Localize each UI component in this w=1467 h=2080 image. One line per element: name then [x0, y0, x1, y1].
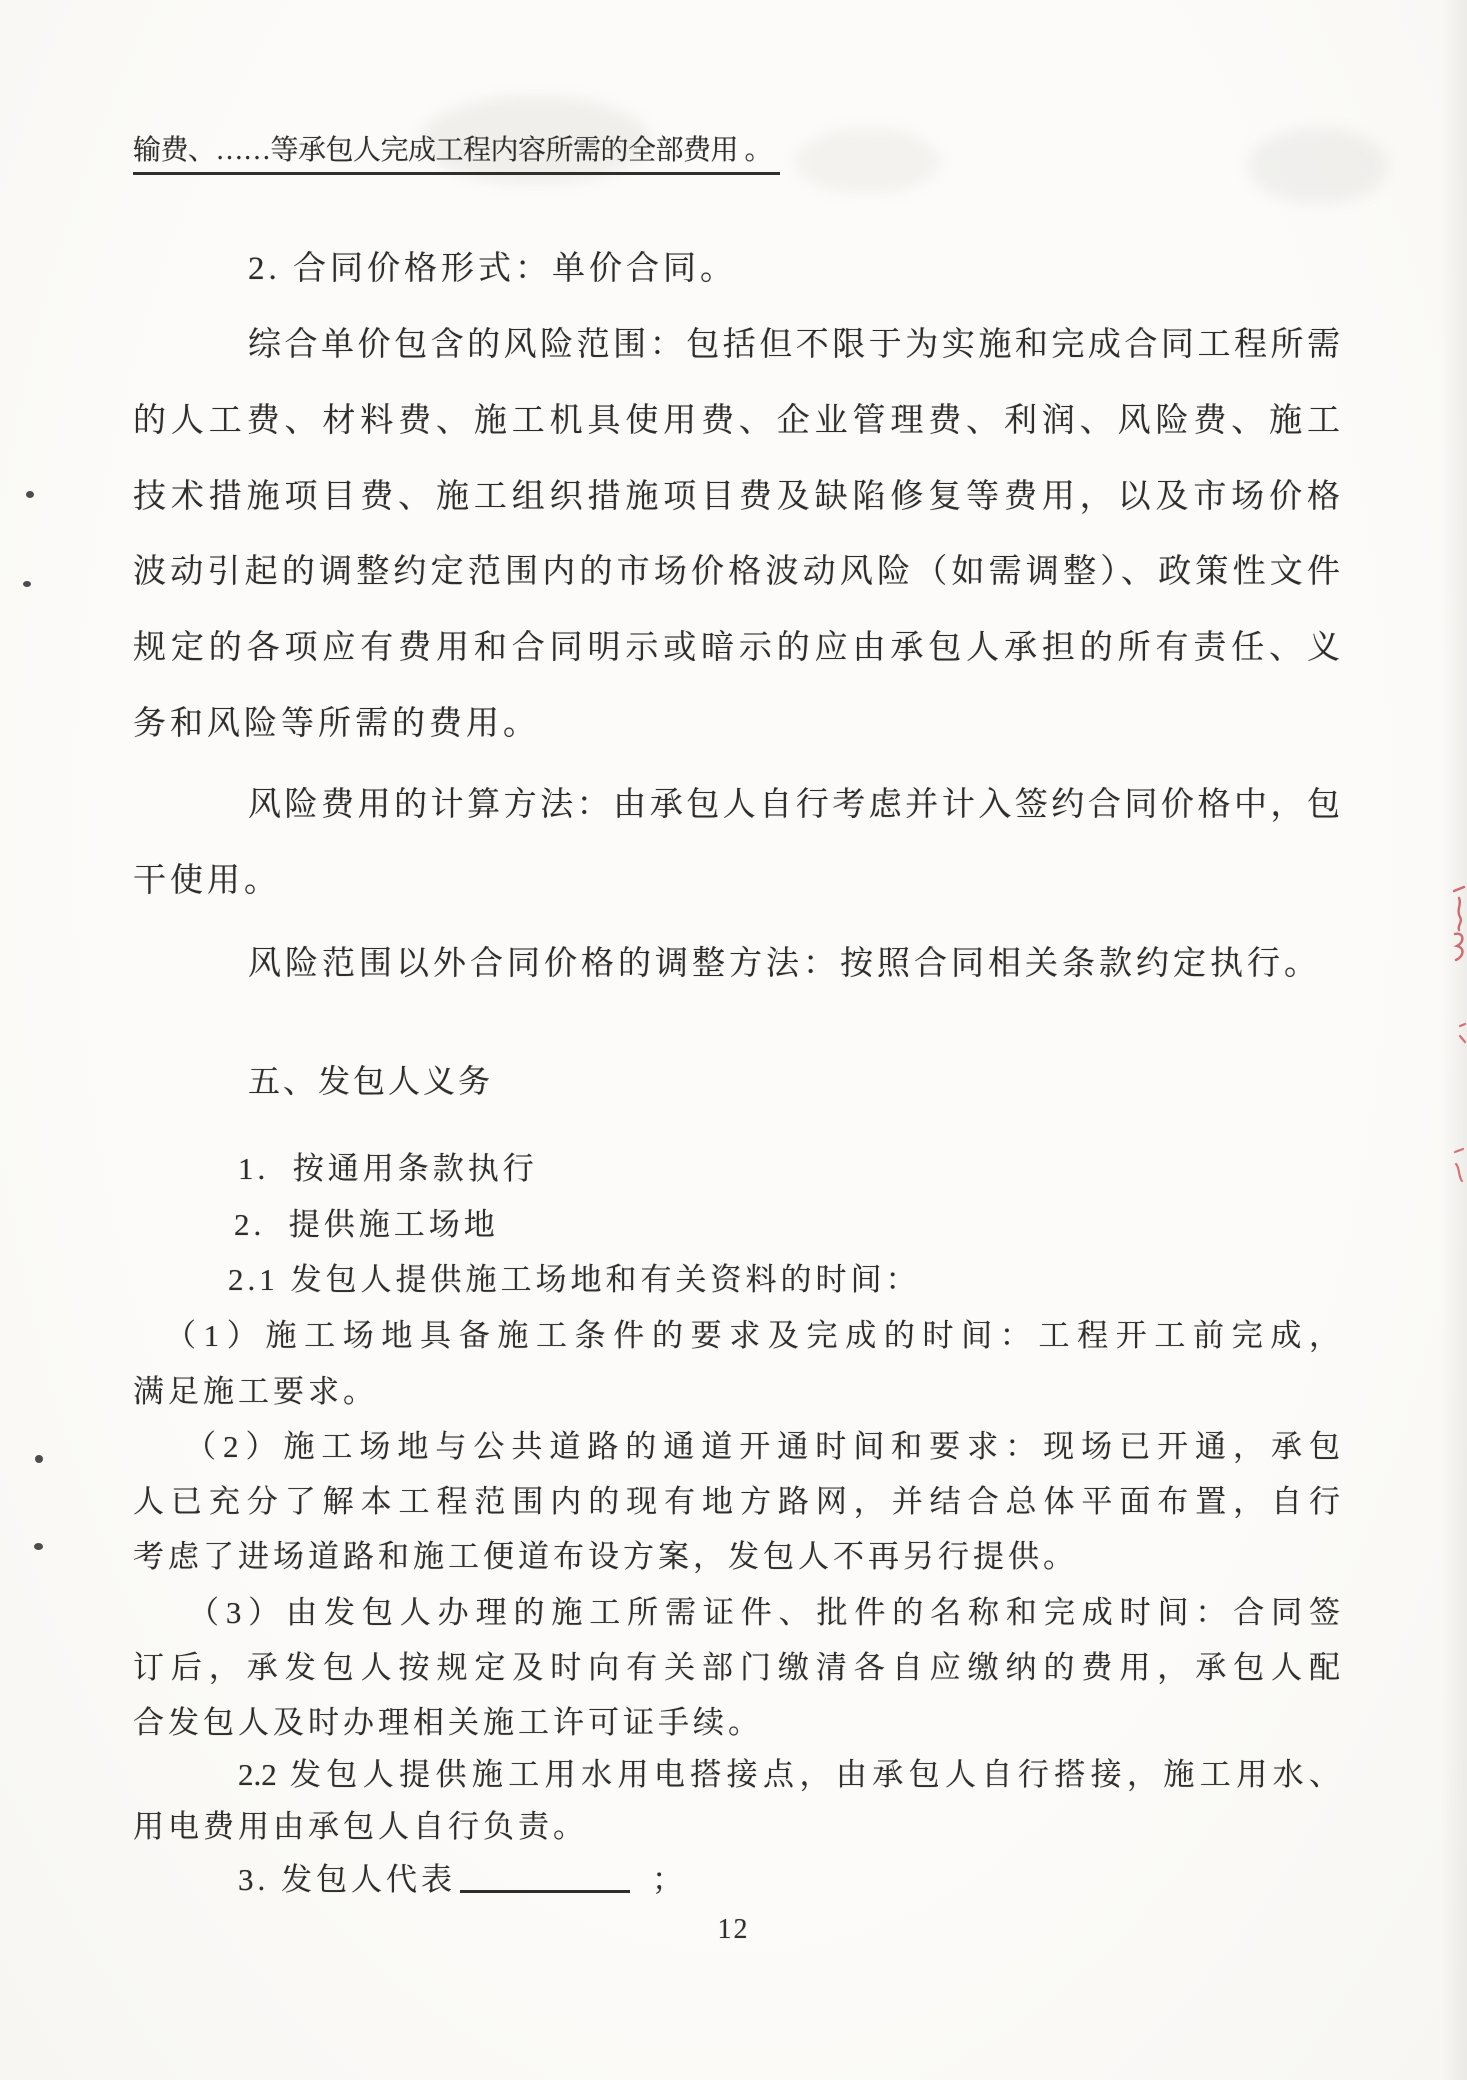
owner-representative-line: [238, 1860, 687, 1900]
contract-line: （3）由发包人办理的施工所需证件、批件的名称和完成时间：合同签: [188, 1595, 1340, 1630]
contract-line: 1. 按通用条款执行: [238, 1151, 538, 1186]
ink-speck: [35, 1455, 43, 1463]
contract-line: 订后，承发包人按规定及时向有关部门缴清各自应缴纳的费用，承包人配: [133, 1650, 1340, 1685]
contract-line: 考虑了进场道路和施工便道布设方案，发包人不再另行提供。: [133, 1539, 1078, 1574]
fill-in-blank: [460, 1890, 630, 1893]
contract-line: 波动引起的调整约定范围内的市场价格波动风险（如需调整）、政策性文件: [133, 554, 1340, 590]
contract-line: 2. 合同价格形式：单价合同。: [248, 251, 737, 287]
contract-line: 技术措施项目费、施工组织措施项目费及缺陷修复等费用，以及市场价格: [133, 479, 1340, 515]
field-label: 3. 发包人代表: [238, 1862, 456, 1897]
contract-line: （2）施工场地与公共道路的通道开通时间和要求：现场已开通，承包: [185, 1429, 1340, 1464]
scan-smudge: [795, 128, 940, 194]
contract-line: 综合单价包含的风险范围：包括但不限于为实施和完成合同工程所需: [248, 327, 1340, 363]
contract-line: 2.1 发包人提供施工场地和有关资料的时间：: [228, 1262, 921, 1297]
contract-line: 干使用。: [133, 863, 281, 899]
red-pen-mark: [1451, 1146, 1466, 1188]
contract-line-underlined: [133, 128, 780, 168]
contract-line: （1）施工场地具备施工条件的要求及完成的时间：工程开工前完成，: [165, 1318, 1340, 1353]
contract-line: 务和风险等所需的费用。: [133, 706, 540, 742]
underlined-text: 输费、……等承包人完成工程内容所需的全部费用 。: [133, 135, 780, 175]
section-heading: 五、发包人义务: [248, 1063, 494, 1099]
scan-smudge: [1248, 128, 1388, 204]
ink-speck: [26, 491, 34, 498]
contract-line: 的人工费、材料费、施工机具使用费、企业管理费、利润、风险费、施工: [133, 403, 1340, 439]
field-suffix: ；: [652, 1862, 687, 1897]
ink-speck: [34, 1543, 43, 1550]
page-number: 12: [717, 1914, 750, 1945]
contract-line: 2. 提供施工场地: [234, 1207, 499, 1242]
red-pen-mark: [1457, 1022, 1467, 1050]
contract-line: 规定的各项应有费用和合同明示或暗示的应由承包人承担的所有责任、义: [133, 630, 1340, 666]
contract-line: 满足施工要求。: [133, 1374, 378, 1409]
contract-line: 2.2 发包人提供施工用水用电搭接点，由承包人自行搭接，施工用水、: [238, 1757, 1340, 1792]
contract-line: 用电费用由承包人自行负责。: [133, 1809, 588, 1844]
red-pen-mark: [1451, 884, 1467, 964]
ink-speck: [23, 581, 31, 587]
contract-line: 人已充分了解本工程范围内的现有地方路网，并结合总体平面布置，自行: [133, 1484, 1340, 1519]
contract-line: 风险费用的计算方法：由承包人自行考虑并计入签约合同价格中，包: [248, 787, 1340, 823]
contract-line: 合发包人及时办理相关施工许可证手续。: [133, 1705, 763, 1740]
contract-line: 风险范围以外合同价格的调整方法：按照合同相关条款约定执行。: [248, 946, 1321, 982]
